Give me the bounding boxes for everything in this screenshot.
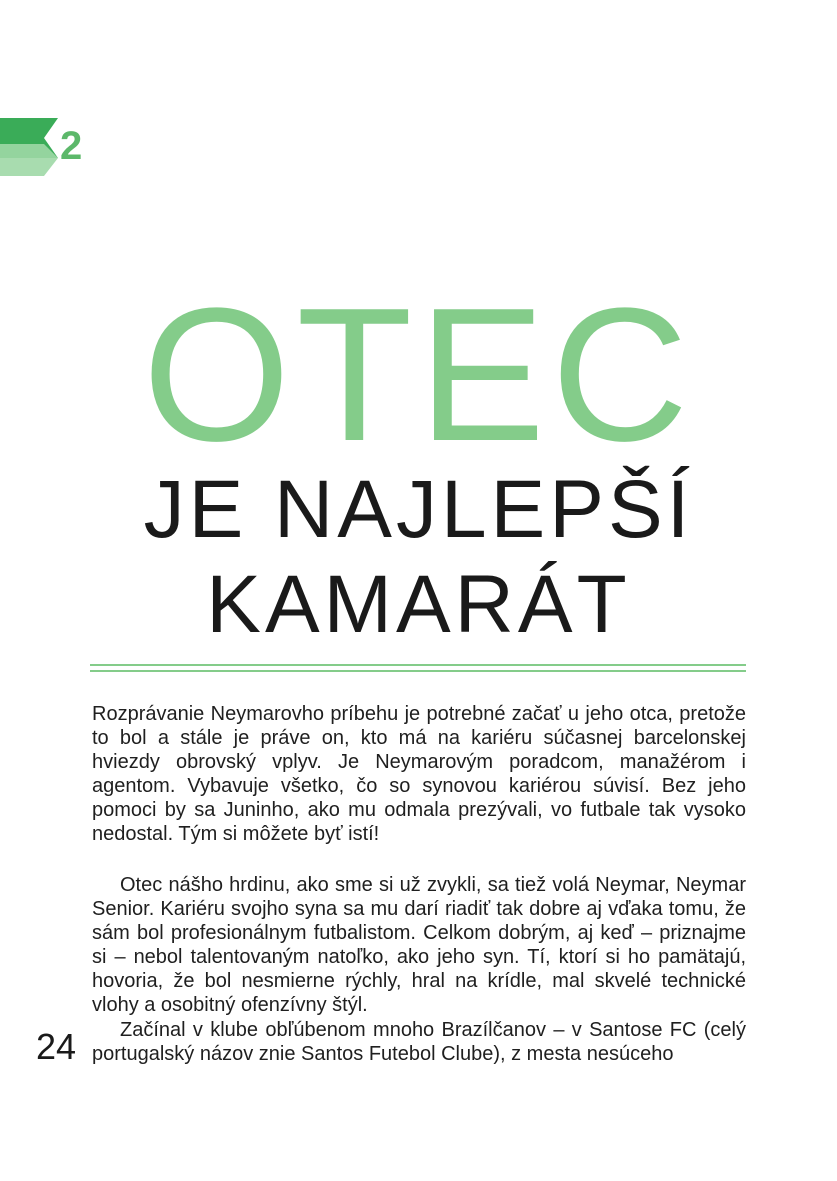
chapter-title-line-3: KAMARÁT <box>206 559 631 650</box>
chapter-title-main: OTEC <box>142 269 695 481</box>
body-paragraph-3: Začínal v klube obľúbenom mnoho Brazílčanov – v Santose FC (celý portugalský názov znie Santos Futebol Clube), z mesta nesúceho <box>92 1019 746 1065</box>
body-paragraph-1: Rozprávanie Neymarovho príbehu je potrebné začať u jeho otca, pretože to bol a stále je práve on, kto má na kariéru súčasnej barcelonskej hviezdy obrovský vplyv. Je Neymarovým poradcom, manažérom i agentom. Vybavuje všetko, čo so synovou kariérou súvisí. Bez jeho pomoci by sa Juninho, ako mu odmala prezývali, vo futbale tak vysoko nedostal. Tým si môžete byť istí! <box>92 703 746 845</box>
title-divider-top <box>90 664 746 666</box>
body-paragraph-2: Otec nášho hrdinu, ako sme si už zvykli, sa tiež volá Neymar, Neymar Senior. Kariéru svojho syna sa mu darí riadiť tak dobre aj vďaka tomu, že sám bol profesionálnym futbalistom. Celkom dobrým, aj keď – priznajme si – nebol talentovaným natoľko, ako jeho syn. Tí, ktorí si ho pamätajú, hovoria, že bol nesmierne rýchly, hral na krídle, mal skvelé technické vlohy a osobitný ofenzívny štýl. <box>92 874 746 1016</box>
title-divider-bottom <box>90 670 746 672</box>
chapter-number: 2 <box>60 124 83 168</box>
chapter-marker-icon <box>0 112 110 182</box>
page-number: 24 <box>36 1026 77 1067</box>
chapter-title-line-2: JE NAJLEPŠÍ <box>143 464 694 555</box>
